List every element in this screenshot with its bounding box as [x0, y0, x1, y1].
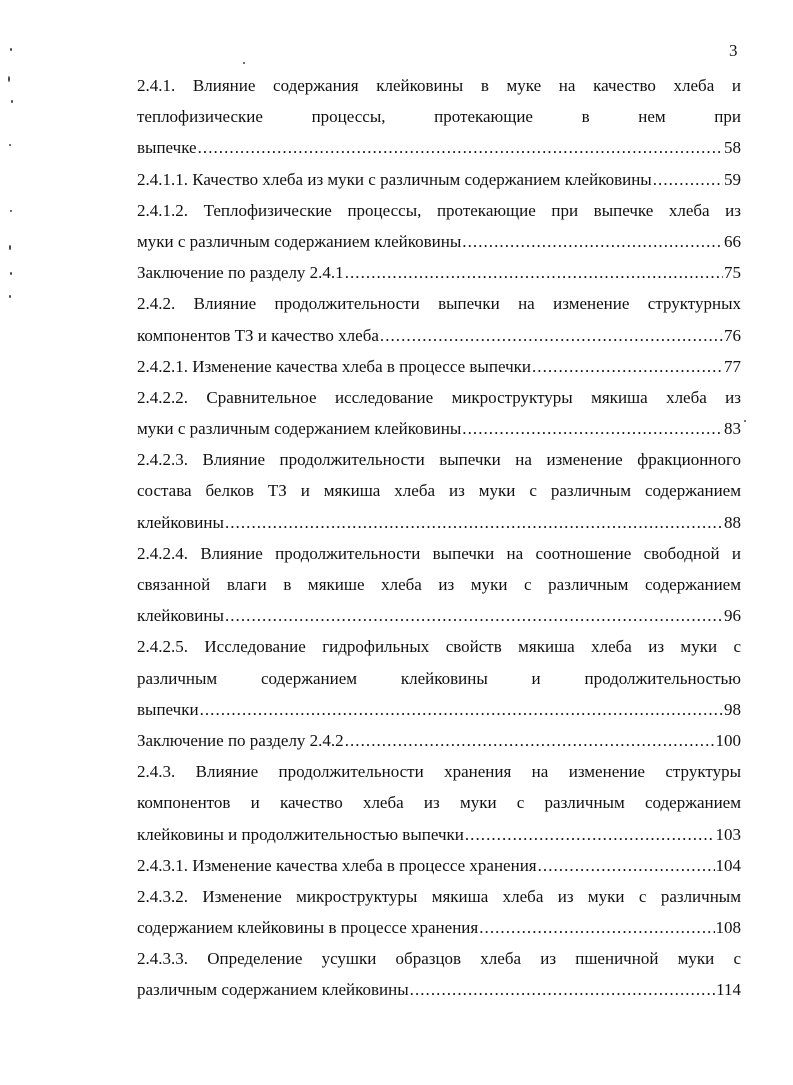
- toc-entry-line: 2.4.2.2. Сравнительное исследование микроструктуры мякиша хлеба из: [137, 387, 741, 407]
- toc-entry-page: 98: [724, 699, 741, 719]
- toc-entry-final-line: [137, 507, 741, 538]
- scan-speck: [744, 420, 746, 422]
- toc-entry-page: 83: [724, 419, 741, 439]
- toc-entry-title: компонентов ТЗ и качество хлеба: [137, 325, 379, 345]
- dot-leader: [532, 351, 723, 382]
- toc-entry: [137, 444, 741, 538]
- scan-speck: [243, 62, 245, 64]
- toc-entry-line: 2.4.2.4. Влияние продолжительности выпечки на соотношение свободной и: [137, 543, 741, 563]
- toc-entry: [137, 538, 741, 632]
- toc-entry-title: муки с различным содержанием клейковины: [137, 231, 462, 251]
- toc-entry-final-line: [137, 226, 741, 257]
- scan-speck: [9, 295, 11, 298]
- toc-entry-line: 2.4.1. Влияние содержания клейковины в муке на качество хлеба и: [137, 76, 741, 95]
- scan-speck: [10, 48, 12, 51]
- toc-entry: [137, 881, 741, 943]
- toc-entry-page: 108: [715, 918, 741, 938]
- toc-entry-final-line: [137, 132, 741, 163]
- toc-entry-title: 2.4.2.1. Изменение качества хлеба в процессе выпечки: [137, 356, 531, 376]
- dot-leader: [479, 912, 714, 943]
- toc-entry: [137, 631, 741, 725]
- toc-entry-page: 66: [724, 231, 741, 251]
- toc-entry-title: клейковины и продолжительностью выпечки: [137, 824, 464, 844]
- dot-leader: [462, 226, 723, 257]
- toc-entry: [137, 164, 741, 195]
- toc-entry-line: 2.4.2.5. Исследование гидрофильных свойств мякиша хлеба из муки с: [137, 637, 741, 657]
- toc-entry-line: 2.4.3.2. Изменение микроструктуры мякиша хлеба из муки с различным: [137, 886, 741, 906]
- dot-leader: [462, 413, 723, 444]
- dot-leader: [410, 974, 715, 1005]
- dot-leader: [200, 694, 723, 725]
- toc-entry: [137, 943, 741, 1005]
- toc-entry-title: 2.4.3.1. Изменение качества хлеба в процессе хранения: [137, 855, 537, 875]
- toc-entry-line: 2.4.2. Влияние продолжительности выпечки на изменение структурных: [137, 294, 741, 314]
- scan-speck: [9, 144, 11, 146]
- toc-entry-page: 104: [715, 855, 741, 875]
- toc-entry: [137, 257, 741, 288]
- toc-entry: [137, 70, 741, 164]
- toc-entry-line: связанной влаги в мякише хлеба из муки с различным содержанием: [137, 575, 741, 594]
- dot-leader: [345, 257, 723, 288]
- scan-speck: [10, 210, 12, 212]
- toc-entry-line: теплофизические процессы, протекающие в нем при: [137, 107, 741, 127]
- toc-entry-page: 59: [724, 169, 741, 189]
- dot-leader: [538, 850, 715, 881]
- dot-leader: [380, 320, 723, 351]
- toc-entry: [137, 288, 741, 350]
- toc-entry-final-line: [137, 320, 741, 351]
- toc-entry-title: выпечки: [137, 699, 199, 719]
- toc-entry-final-line: [137, 974, 741, 1005]
- toc-entry-final-line: [137, 257, 741, 288]
- dot-leader: [465, 819, 715, 850]
- toc-entry-final-line: [137, 164, 741, 195]
- dot-leader: [198, 132, 723, 163]
- page-number: 3: [729, 41, 738, 60]
- toc-entry-title: Заключение по разделу 2.4.1: [137, 263, 344, 283]
- toc-entry-page: 77: [724, 356, 741, 376]
- toc-entry-final-line: [137, 725, 741, 756]
- toc-entry-line: состава белков ТЗ и мякиша хлеба из муки с различным содержанием: [137, 481, 741, 501]
- scan-speck: [8, 76, 10, 82]
- toc-entry: [137, 195, 741, 257]
- toc-entry-final-line: [137, 850, 741, 881]
- toc-entry-title: муки с различным содержанием клейковины: [137, 419, 462, 439]
- toc-entry-page: 58: [724, 138, 741, 158]
- toc-entry-title: клейковины: [137, 512, 224, 532]
- toc-entry-line: компонентов и качество хлеба из муки с различным содержанием: [137, 793, 741, 813]
- toc-entry-final-line: [137, 819, 741, 850]
- scan-speck: [9, 245, 11, 250]
- toc-entry-title: клейковины: [137, 606, 224, 626]
- toc-entry-title: различным содержанием клейковины: [137, 980, 409, 1000]
- toc-entry-page: 76: [724, 325, 741, 345]
- toc-entry-title: выпечке: [137, 138, 197, 158]
- toc-entry-title: 2.4.1.1. Качество хлеба из муки с различным содержанием клейковины: [137, 169, 652, 189]
- toc-entry-page: 75: [724, 263, 741, 283]
- toc-entry: [137, 382, 741, 444]
- toc-entry-final-line: [137, 413, 741, 444]
- toc-entry-page: 114: [716, 980, 741, 1000]
- toc-entry-page: 88: [724, 512, 741, 532]
- toc-entry-page: 96: [724, 606, 741, 626]
- toc-entry-final-line: [137, 351, 741, 382]
- dot-leader: [345, 725, 715, 756]
- dot-leader: [653, 164, 723, 195]
- toc-entry-title: Заключение по разделу 2.4.2: [137, 730, 344, 750]
- dot-leader: [225, 507, 723, 538]
- toc-entry: [137, 351, 741, 382]
- toc-entry-final-line: [137, 694, 741, 725]
- dot-leader: [225, 600, 723, 631]
- toc-entry-title: содержанием клейковины в процессе хранения: [137, 918, 479, 938]
- toc-entry-line: 2.4.3.3. Определение усушки образцов хлеба из пшеничной муки с: [137, 949, 741, 969]
- toc-entry-line: 2.4.1.2. Теплофизические процессы, протекающие при выпечке хлеба из: [137, 200, 741, 220]
- scan-speck: [11, 100, 13, 103]
- toc-entry-page: 103: [715, 824, 741, 844]
- toc-entry-final-line: [137, 912, 741, 943]
- scan-speck: [10, 272, 12, 275]
- toc-entry-line: 2.4.2.3. Влияние продолжительности выпечки на изменение фракционного: [137, 450, 741, 470]
- toc-entry: [137, 850, 741, 881]
- toc-entry-line: различным содержанием клейковины и продолжительностью: [137, 668, 741, 688]
- toc-entry-page: 100: [715, 730, 741, 750]
- toc-entry-line: 2.4.3. Влияние продолжительности хранения на изменение структуры: [137, 762, 741, 782]
- toc-entry: [137, 756, 741, 850]
- toc-entry-final-line: [137, 600, 741, 631]
- table-of-contents: [137, 70, 741, 1006]
- toc-entry: [137, 725, 741, 756]
